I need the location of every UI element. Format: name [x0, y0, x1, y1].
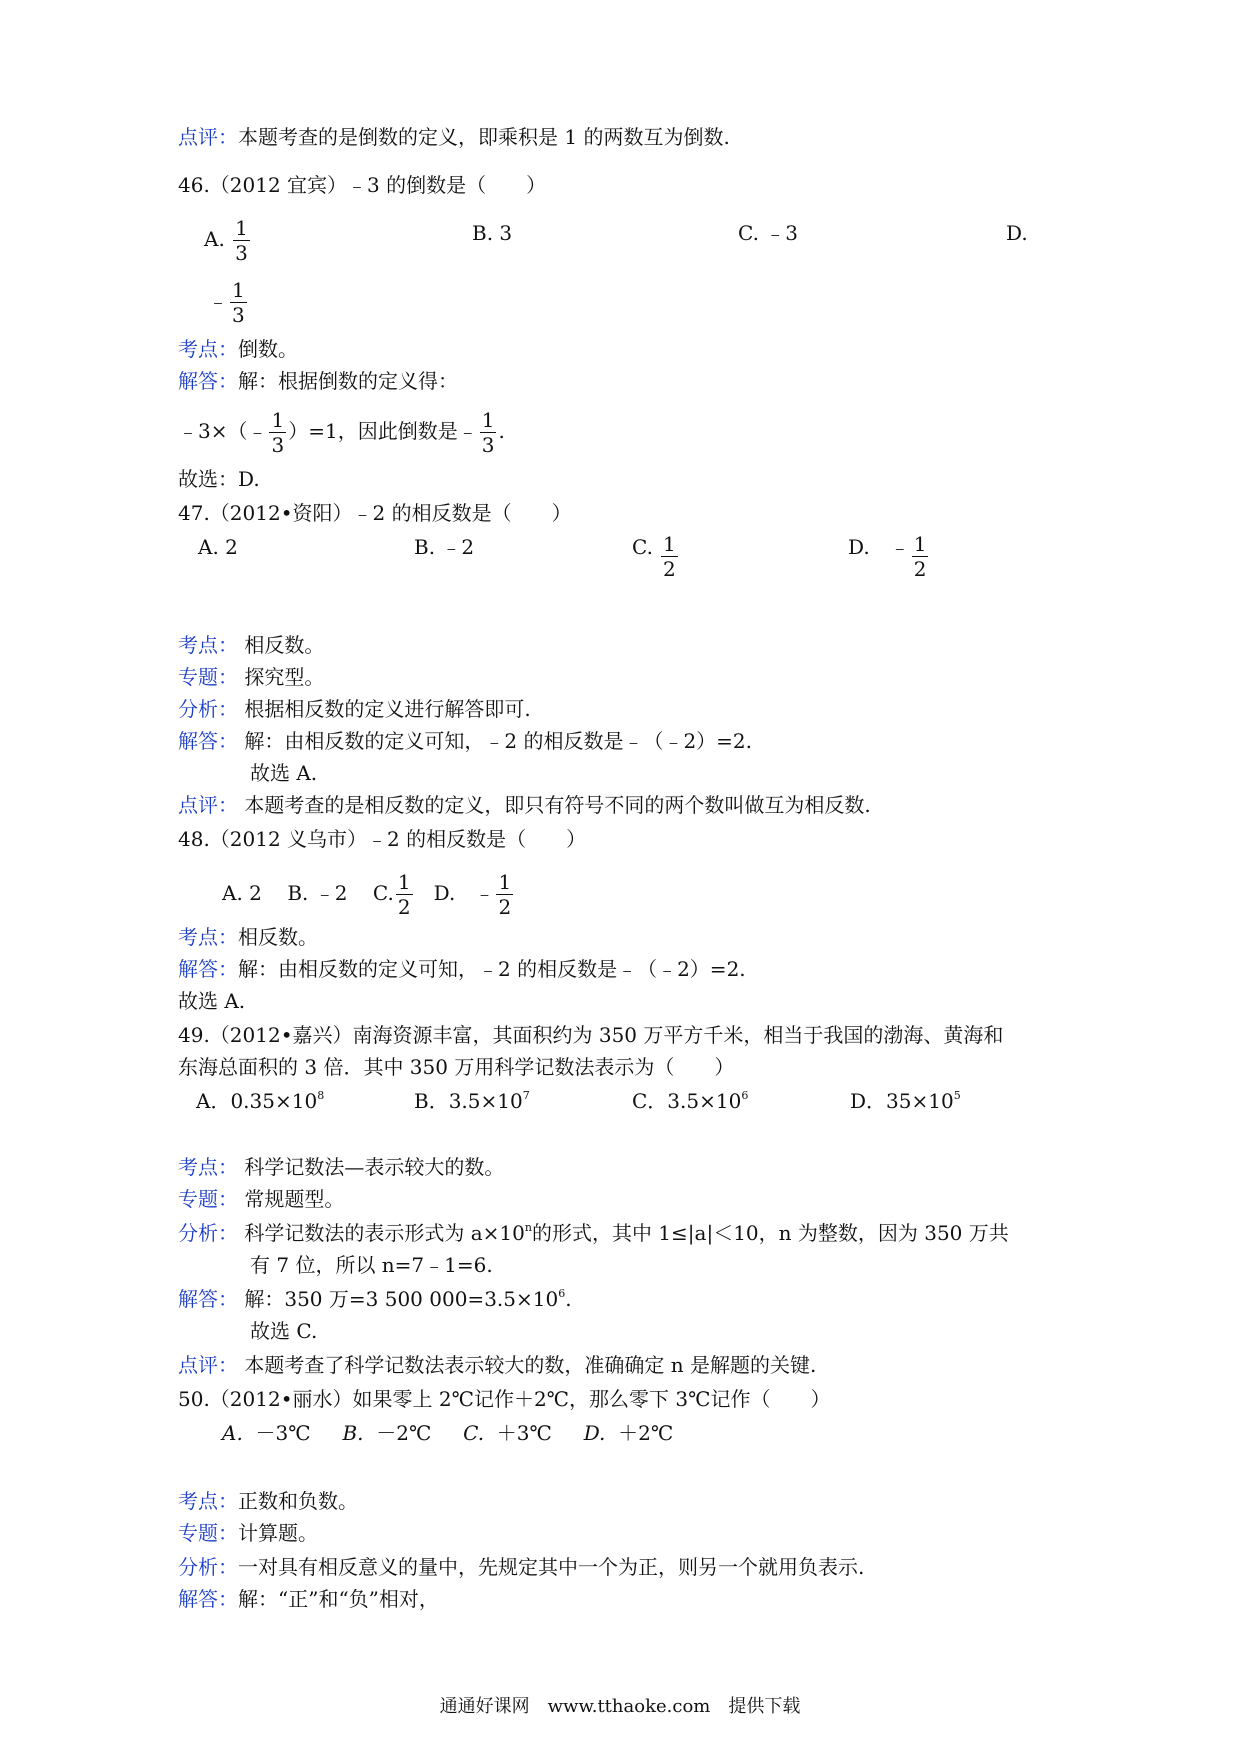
q47-zhuanti: 专题： 探究型。	[178, 665, 325, 689]
q47-fenxi: 分析： 根据相反数的定义进行解答即可.	[178, 697, 531, 721]
q47-option-a: A. 2	[198, 535, 238, 559]
q49-zhuanti: 专题： 常规题型。	[178, 1187, 345, 1211]
q49-fenxi-line-2: 有 7 位，所以 n=7﹣1=6.	[250, 1253, 493, 1277]
q46-option-b: B. 3	[472, 221, 513, 245]
q49-option-b: B．$3.5\times 10^7$	[414, 1089, 530, 1113]
q46-option-d-value: ﹣ $\frac{1}{3}$	[208, 278, 245, 327]
q49-option-d: D．$35\times 10^5$	[850, 1089, 961, 1113]
fraction: $\frac{1}{2}$	[662, 532, 676, 581]
q50-kaodian: 考点：正数和负数。	[178, 1489, 358, 1513]
q46-option-c: C. ﹣3	[738, 221, 799, 245]
q46-jieda: 解答：解：根据倒数的定义得：	[178, 369, 458, 393]
fraction: $\frac{1}{3}$	[481, 408, 495, 457]
q49-fenxi-line-1: 分析： 科学记数法的表示形式为 $a\times 10^n$的形式，其中 1≤|a|＜10，n 为整数，因为 350 万共	[178, 1221, 1009, 1245]
q48-jieda: 解答：解：由相反数的定义可知，﹣2 的相反数是﹣（﹣2）=2.	[178, 957, 746, 981]
review-line: 点评：本题考查的是倒数的定义，即乘积是 1 的两数互为倒数.	[178, 125, 730, 149]
fraction: $\frac{1}{2}$	[913, 532, 927, 581]
fraction: $\frac{1}{2}$	[397, 870, 411, 919]
q49-stem-line-2: 东海总面积的 3 倍．其中 350 万用科学记数法表示为（ ）	[178, 1055, 735, 1079]
q47-dianping: 点评： 本题考查的是相反数的定义，即只有符号不同的两个数叫做互为相反数.	[178, 793, 871, 817]
page-footer: 通通好课网 www.tthaoke.com 提供下载	[439, 1696, 801, 1717]
q49-kaodian: 考点： 科学记数法—表示较大的数。	[178, 1155, 505, 1179]
q47-answer: 故选 A.	[250, 761, 318, 785]
fraction: $\frac{1}{2}$	[498, 870, 512, 919]
q47-option-d: D. ﹣ $\frac{1}{2}$	[848, 532, 927, 581]
q46-option-a: A. $\frac{1}{3}$	[204, 216, 248, 265]
fraction: $\frac{1}{3}$	[232, 278, 245, 327]
q49-dianping: 点评： 本题考查了科学记数法表示较大的数，准确确定 n 是解题的关键.	[178, 1353, 817, 1377]
q49-option-c: C．$3.5\times 10^6$	[632, 1089, 749, 1113]
q50-fenxi: 分析：一对具有相反意义的量中，先规定其中一个为正，则另一个就用负表示.	[178, 1555, 865, 1579]
q46-option-d: D.	[1006, 221, 1028, 245]
fraction: $\frac{1}{3}$	[235, 216, 248, 265]
q50-stem: 50.（2012•丽水）如果零上 2℃记作＋2℃，那么零下 3℃记作（ ）	[178, 1387, 831, 1411]
q50-zhuanti: 专题：计算题。	[178, 1521, 318, 1545]
q49-jieda: 解答： 解：350 万=3 500 $000=3.5\times 10^6$.	[178, 1287, 572, 1311]
q49-stem-line-1: 49.（2012•嘉兴）南海资源丰富，其面积约为 350 万平方千米，相当于我国的渤海、黄海和	[178, 1023, 1004, 1047]
q47-jieda: 解答： 解：由相反数的定义可知，﹣2 的相反数是﹣（﹣2）=2.	[178, 729, 753, 753]
q50-options: A. －3℃ B. －2℃ C. ＋3℃ D. ＋2℃	[222, 1421, 674, 1445]
q47-option-c: C. $\frac{1}{2}$	[632, 532, 676, 581]
q46-calc: ﹣3×（﹣ $\frac{1}{3}$ ）=1，因此倒数是﹣ $\frac{1}{3}$ .	[178, 408, 505, 457]
q46-kaodian: 考点：倒数。	[178, 337, 298, 361]
q48-kaodian: 考点：相反数。	[178, 925, 318, 949]
q50-jieda: 解答：解：“正”和“负”相对，	[178, 1587, 439, 1611]
q47-option-b: B. ﹣2	[414, 535, 475, 559]
q47-kaodian: 考点： 相反数。	[178, 633, 325, 657]
q49-answer: 故选 C.	[250, 1319, 318, 1343]
q48-answer: 故选 A.	[178, 989, 246, 1013]
q48-options: A. 2 B. ﹣2 C. $\frac{1}{2}$ D. ﹣ $\frac{1}{2}$	[222, 870, 512, 919]
q46-stem: 46.（2012 宜宾）﹣3 的倒数是（ ）	[178, 173, 547, 197]
fraction: $\frac{1}{3}$	[271, 408, 285, 457]
q49-option-a: A．$0.35\times 10^8$	[196, 1089, 325, 1113]
q48-stem: 48.（2012 义乌市）﹣2 的相反数是（ ）	[178, 827, 587, 851]
q47-stem: 47.（2012•资阳）﹣2 的相反数是（ ）	[178, 501, 572, 525]
q46-answer: 故选：D.	[178, 467, 260, 491]
